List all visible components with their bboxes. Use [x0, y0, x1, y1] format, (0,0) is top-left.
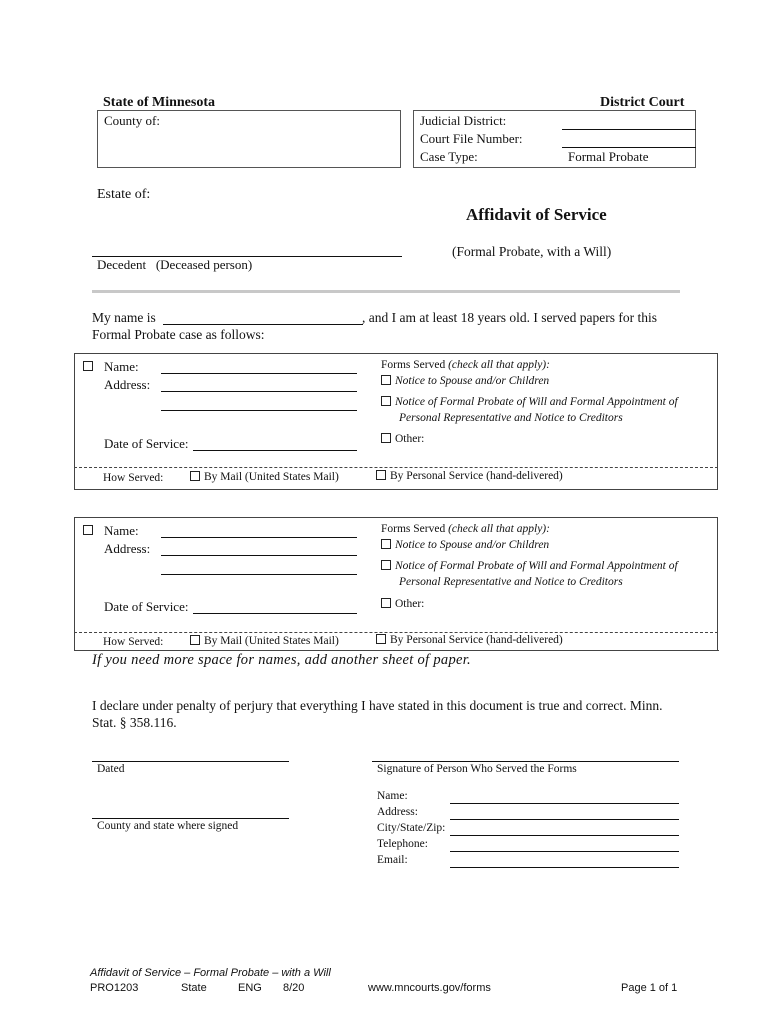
sig-city-label: City/State/Zip:: [377, 822, 446, 834]
intro-text: , and I am at least 18 years old. I served papers for this: [362, 310, 658, 325]
notice-probate-label-2: Personal Representative and Notice to Creditors: [399, 576, 623, 588]
how-served-label: How Served:: [103, 472, 164, 484]
address-label: Address:: [104, 377, 151, 392]
forms-label: Forms Served: [381, 523, 446, 535]
divider: [92, 290, 680, 293]
name-field[interactable]: [161, 373, 357, 374]
service-block-2: [74, 517, 718, 651]
forms-hint: (check all that apply):: [448, 359, 550, 371]
more-space-note: If you need more space for names, add another sheet of paper.: [92, 652, 471, 668]
by-personal-label: By Personal Service (hand-delivered): [390, 634, 563, 646]
declaration-line1: I declare under penalty of perjury that everything I have stated in this document is true and correct. Minn.: [92, 698, 663, 713]
other-checkbox[interactable]: [381, 598, 391, 608]
date-label: Date of Service:: [104, 599, 189, 614]
county-label: County of:: [104, 113, 160, 128]
address-field-2[interactable]: [161, 574, 357, 575]
judicial-district-label: Judicial District:: [420, 113, 507, 128]
sig-telephone-label: Telephone:: [377, 838, 428, 850]
footer-date: 8/20: [283, 982, 305, 994]
name-label: Name:: [104, 359, 139, 374]
other-label: Other:: [395, 598, 425, 610]
other-checkbox[interactable]: [381, 433, 391, 443]
by-personal-checkbox[interactable]: [376, 470, 386, 480]
address-field-1[interactable]: [161, 391, 357, 392]
sig-name-field[interactable]: [450, 803, 679, 804]
county-box: [97, 110, 401, 168]
sig-email-label: Email:: [377, 854, 408, 866]
person-1-checkbox[interactable]: [83, 361, 93, 371]
by-personal-label: By Personal Service (hand-delivered): [390, 470, 563, 482]
date-field[interactable]: [193, 613, 357, 614]
notice-probate-label: Notice of Formal Probate of Will and Formal Appointment of: [395, 396, 678, 408]
court-title: District Court: [600, 95, 685, 110]
case-type-label: Case Type:: [420, 149, 478, 164]
footer-code: PRO1203: [90, 982, 139, 994]
address-field-1[interactable]: [161, 555, 357, 556]
notice-spouse-label: Notice to Spouse and/or Children: [395, 539, 550, 551]
footer-url[interactable]: www.mncourts.gov/forms: [368, 982, 491, 994]
forms-hint: (check all that apply):: [448, 523, 550, 535]
by-mail-label: By Mail (United States Mail): [204, 635, 339, 647]
how-served-label: How Served:: [103, 636, 164, 648]
sig-telephone-field[interactable]: [450, 851, 679, 852]
other-label: Other:: [395, 433, 425, 445]
county-state-label: County and state where signed: [97, 820, 239, 832]
dashed-divider: [74, 467, 718, 468]
decedent-label: Decedent (Deceased person): [97, 257, 253, 272]
declaration-line2: Stat. § 358.116.: [92, 715, 177, 730]
estate-label: Estate of:: [97, 187, 151, 202]
sig-address-field[interactable]: [450, 819, 679, 820]
notice-spouse-checkbox[interactable]: [381, 375, 391, 385]
my-name-label: My name is: [92, 310, 156, 325]
my-name-field[interactable]: [163, 324, 363, 325]
sig-email-field[interactable]: [450, 867, 679, 868]
sig-name-label: Name:: [377, 790, 408, 802]
file-number-field[interactable]: [562, 147, 696, 148]
by-mail-label: By Mail (United States Mail): [204, 471, 339, 483]
address-field-2[interactable]: [161, 410, 357, 411]
court-info-box: [413, 110, 696, 168]
judicial-district-field[interactable]: [562, 129, 696, 130]
date-field[interactable]: [193, 450, 357, 451]
name-field[interactable]: [161, 537, 357, 538]
page-subtitle: (Formal Probate, with a Will): [452, 244, 612, 259]
notice-probate-label-2: Personal Representative and Notice to Creditors: [399, 412, 623, 424]
signature-label: Signature of Person Who Served the Forms: [377, 763, 577, 775]
sig-address-label: Address:: [377, 806, 418, 818]
notice-probate-label: Notice of Formal Probate of Will and Formal Appointment of: [395, 560, 678, 572]
date-label: Date of Service:: [104, 436, 189, 451]
dated-field[interactable]: [92, 761, 289, 762]
notice-spouse-checkbox[interactable]: [381, 539, 391, 549]
intro-text-line2: Formal Probate case as follows:: [92, 327, 265, 342]
person-2-checkbox[interactable]: [83, 525, 93, 535]
sig-city-field[interactable]: [450, 835, 679, 836]
file-number-label: Court File Number:: [420, 131, 523, 146]
block-bottom-border: [74, 650, 719, 651]
by-personal-checkbox[interactable]: [376, 634, 386, 644]
dated-label: Dated: [97, 763, 125, 775]
case-type-value: Formal Probate: [568, 149, 649, 164]
county-state-field[interactable]: [92, 818, 289, 819]
notice-spouse-label: Notice to Spouse and/or Children: [395, 375, 550, 387]
page-title: Affidavit of Service: [466, 205, 607, 224]
by-mail-checkbox[interactable]: [190, 635, 200, 645]
name-label: Name:: [104, 523, 139, 538]
footer-form-title: Affidavit of Service – Formal Probate – with a Will: [90, 967, 331, 979]
dashed-divider: [74, 632, 718, 633]
forms-label: Forms Served: [381, 359, 446, 371]
address-label: Address:: [104, 541, 151, 556]
footer-state: State: [181, 982, 207, 994]
by-mail-checkbox[interactable]: [190, 471, 200, 481]
signature-field[interactable]: [372, 761, 679, 762]
notice-probate-checkbox[interactable]: [381, 560, 391, 570]
footer-page: Page 1 of 1: [621, 982, 678, 994]
notice-probate-checkbox[interactable]: [381, 396, 391, 406]
footer-lang: ENG: [238, 982, 262, 994]
state-title: State of Minnesota: [103, 95, 215, 110]
